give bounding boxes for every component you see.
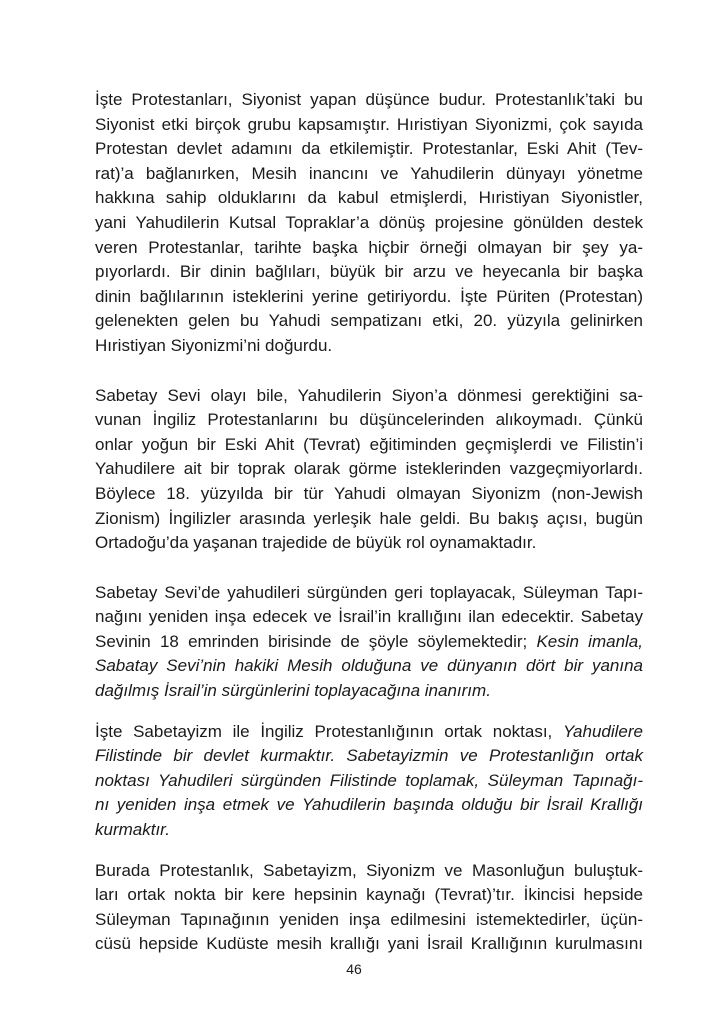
text-line: Böylece 18. yüzyılda bir tür Yahudi olmayan Siyonizm (non-Jewish (95, 483, 643, 503)
text-line: onlar yoğun bir Eski Ahit (Tevrat) eğitiminden geçmişlerdi ve Filistin’i (95, 434, 643, 454)
text-line: Süleyman Tapınağının yeniden inşa edilmesini istemektedirler, üçün- (95, 909, 643, 929)
italic-quote: Yahudilere (562, 721, 643, 741)
text-line: veren Protestanlar, tarihte başka hiçbir örneği olmayan bir şey ya- (95, 237, 643, 257)
text-line: yani Yahudilerin Kutsal Topraklar’a dönüş projesine gönülden destek (95, 212, 643, 232)
text-line: nağını yeniden inşa edecek ve İsrail’in krallığını ilan edecektir. Sabetay (95, 607, 643, 627)
text-line: ları ortak nokta bir kere hepsinin kaynağı (Tevrat)’tır. İkincisi hepside (95, 885, 643, 905)
paragraph-1 (95, 88, 643, 359)
text-line: Ortadoğu’da yaşanan trajedide de büyük rol oynamaktadır. (95, 533, 537, 553)
italic-quote: Kesin imanla, (536, 631, 643, 651)
italic-quote: Sabatay Sevi’nin hakiki Mesih olduğuna ve dünyanın dört bir yanına (95, 656, 643, 676)
text-segment: İşte Sabetayizm ile İngiliz Protestanlığının ortak noktası, (95, 721, 563, 741)
text-line: rat)’a bağlanırken, Mesih inancını ve Yahudilerin dünyayı yönetme (95, 163, 643, 183)
text-line: Sabetay Sevi olayı bile, Yahudilerin Siyon’a dönmesi gerektiğini sa- (95, 385, 643, 405)
text-line (95, 720, 643, 745)
italic-quote: Filistinde bir devlet kurmaktır. Sabetayizmin ve Protestanlığın ortak (95, 746, 643, 766)
text-line: Sabetay Sevi’de yahudileri sürgünden geri toplayacak, Süleyman Tapı- (95, 582, 643, 602)
paragraph-3 (95, 581, 643, 704)
text-line: İşte Protestanları, Siyonist yapan düşünce budur. Protestanlık’taki bu (95, 90, 643, 109)
text-line: vunan İngiliz Protestanlarını bu düşüncelerinden alıkoymadı. Çünkü (95, 410, 643, 430)
text-line: Siyonist etki birçok grubu kapsamıştır. Hıristiyan Siyonizmi, çok sayıda (95, 114, 643, 134)
text-line (95, 630, 643, 655)
page-number: 46 (346, 961, 362, 977)
italic-quote: dağılmış İsrail’in sürgünlerini toplayacağına inanırım. (95, 681, 491, 701)
text-line: Burada Protestanlık, Sabetayizm, Siyonizm ve Masonluğun buluştuk- (95, 860, 643, 880)
text-segment: Sevinin 18 emrinden birisinde de şöyle söylemektedir; (95, 631, 537, 651)
paragraph-2 (95, 384, 643, 556)
text-line: hakkına sahip olduklarını da kabul etmişlerdi, Hıristiyan Siyonistler, (95, 188, 643, 208)
paragraph-5 (95, 859, 643, 957)
italic-quote: nı yeniden inşa etmek ve Yahudilerin başında olduğu bir İsrail Krallığı (95, 795, 643, 815)
paragraph-4 (95, 720, 643, 843)
text-line: dinin bağlılarının isteklerini yerine getiriyordu. İşte Püriten (Protestan) (95, 286, 643, 306)
text-line: cüsü hepside Kudüste mesih krallığı yani İsrail Krallığının kurulmasını (95, 934, 643, 954)
text-line: Protestan devlet adamını da etkilemiştir. Protestanlar, Eski Ahit (Tev- (95, 139, 643, 159)
body-text (95, 88, 643, 957)
text-line: pıyorlardı. Bir dinin bağlıları, büyük bir arzu ve heyecanla bir başka (95, 262, 643, 282)
text-line: Yahudilere ait bir toprak olarak görme isteklerinden vazgeçmiyorlardı. (95, 459, 643, 479)
text-line: Zionism) İngilizler arasında yerleşik hale geldi. Bu bakış açısı, bugün (95, 508, 643, 528)
italic-quote: kurmaktır. (95, 820, 170, 840)
text-line: Hıristiyan Siyonizmi’ni doğurdu. (95, 335, 333, 355)
text-line: gelenekten gelen bu Yahudi sempatizanı etki, 20. yüzyıla gelinirken (95, 311, 643, 331)
italic-quote: noktası Yahudileri sürgünden Filistinde toplamak, Süleyman Tapınağı- (95, 770, 643, 790)
